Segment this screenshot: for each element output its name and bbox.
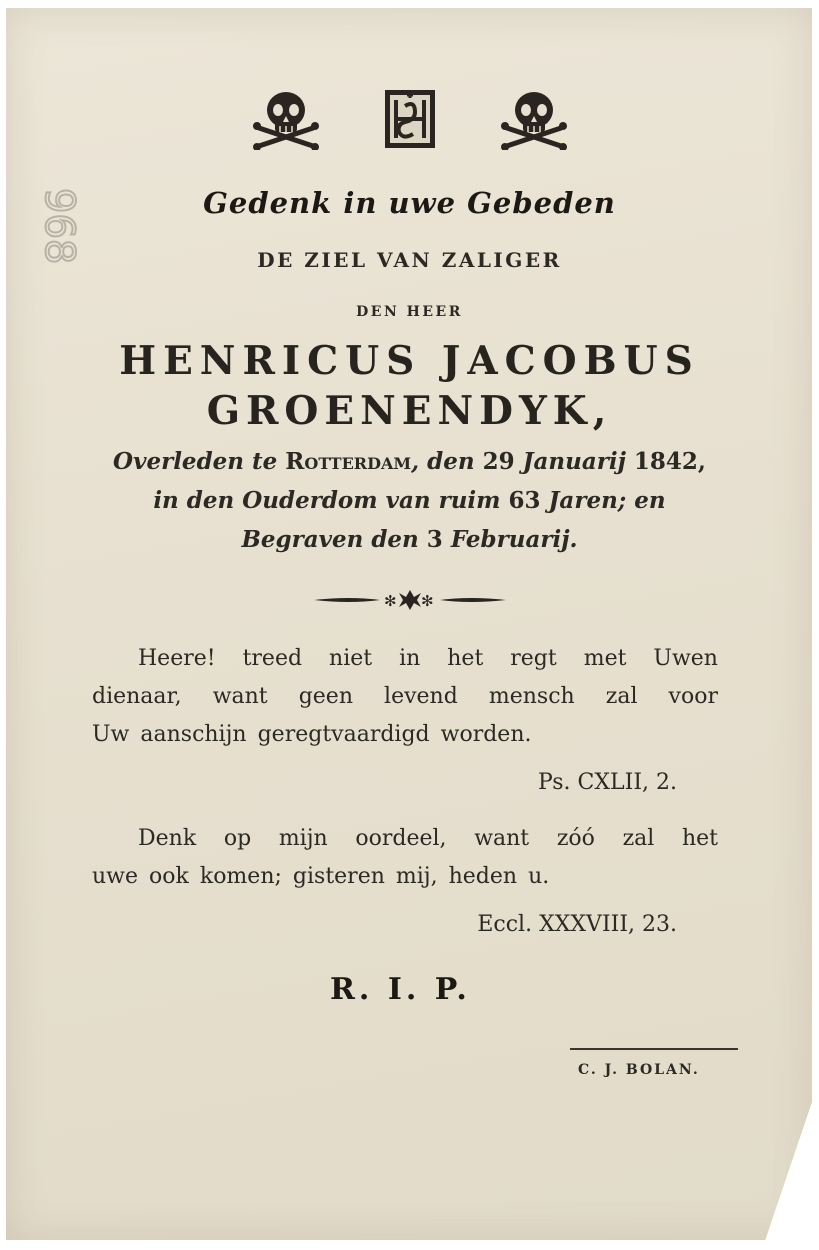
verse-word: geen [298, 684, 353, 709]
verse-1-reference: Ps. CXLII, 2. [538, 770, 677, 795]
svg-text:✻: ✻ [383, 592, 397, 610]
given-names: HENRICUS JACOBUS [119, 338, 700, 384]
rip-closing: R. I. P. [330, 972, 471, 1007]
verse-word: oordeel, [355, 826, 447, 851]
verse-word: geregtvaardigd [257, 722, 430, 747]
verse-word: Heere! [138, 646, 216, 671]
verse-word: mijn [278, 826, 328, 851]
death-month: Januarij [522, 448, 626, 475]
verse-word: voor [668, 684, 718, 709]
svg-text:968: 968 [36, 188, 82, 265]
skull-crossbones-icon [251, 88, 321, 150]
verse-word: op [223, 826, 252, 851]
verse-word: mij, [395, 864, 438, 889]
death-day: 29 [482, 448, 515, 475]
verse-1 [92, 640, 718, 754]
verse-line [92, 820, 718, 858]
verse-word: heden [448, 864, 518, 889]
verse-word: mensch [488, 684, 575, 709]
age-suffix: Jaren; en [548, 487, 666, 514]
verse-line [92, 858, 718, 896]
death-place: Rotterdam [285, 448, 412, 475]
death-line [0, 448, 819, 475]
burial-line [0, 526, 819, 553]
verse-word: u. [528, 864, 550, 889]
verse-word: in [399, 646, 421, 671]
verse-word: het [681, 826, 718, 851]
emblem-row [0, 88, 819, 150]
ihs-monogram-icon [383, 88, 437, 150]
prayer-heading: Gedenk in uwe Gebeden [203, 186, 616, 220]
burial-month: Februarij. [450, 526, 578, 553]
verse-word: Uwen [653, 646, 718, 671]
verse-word: met [583, 646, 627, 671]
age-prefix: in den Ouderdom van ruim [153, 487, 501, 514]
death-year: 1842, [633, 448, 706, 475]
verse-word: worden. [440, 722, 532, 747]
death-mid: , den [411, 448, 475, 475]
svg-text:✻: ✻ [420, 592, 434, 610]
verse-word: treed [242, 646, 303, 671]
surname: GROENENDYK, [206, 388, 613, 434]
verse-word: ook [149, 864, 189, 889]
verse-word: komen; [199, 864, 282, 889]
age-line [0, 487, 819, 514]
verse-word: niet [329, 646, 373, 671]
verse-word: aanschijn [140, 722, 247, 747]
ornament-divider [0, 588, 819, 612]
verse-word: het [447, 646, 484, 671]
verse-word: uwe [92, 864, 139, 889]
soul-line: DE ZIEL VAN ZALIGER [257, 248, 562, 272]
verse-word: gisteren [292, 864, 385, 889]
verse-2-reference: Eccl. XXXVIII, 23. [477, 912, 677, 937]
burial-day: 3 [426, 526, 443, 553]
death-prefix: Overleden te [113, 448, 278, 475]
verse-2 [92, 820, 718, 896]
verse-word: regt [510, 646, 557, 671]
printer-name: C. J. BOLAN. [578, 1062, 700, 1078]
verse-line [92, 716, 718, 754]
verse-line [92, 678, 718, 716]
verse-word: dienaar, [92, 684, 182, 709]
verse-word: want [474, 826, 530, 851]
verse-word: zal [605, 684, 638, 709]
printer-rule [570, 1048, 738, 1050]
title-line: DEN HEER [356, 304, 463, 320]
verse-word: want [212, 684, 268, 709]
age-value: 63 [508, 487, 541, 514]
verse-line [92, 640, 718, 678]
verse-word: Denk [138, 826, 197, 851]
verse-word: zal [622, 826, 655, 851]
burial-prefix: Begraven den [241, 526, 419, 553]
skull-crossbones-icon [499, 88, 569, 150]
verse-word: levend [384, 684, 458, 709]
verse-word: zóó [556, 826, 595, 851]
verse-word: Uw [92, 722, 130, 747]
